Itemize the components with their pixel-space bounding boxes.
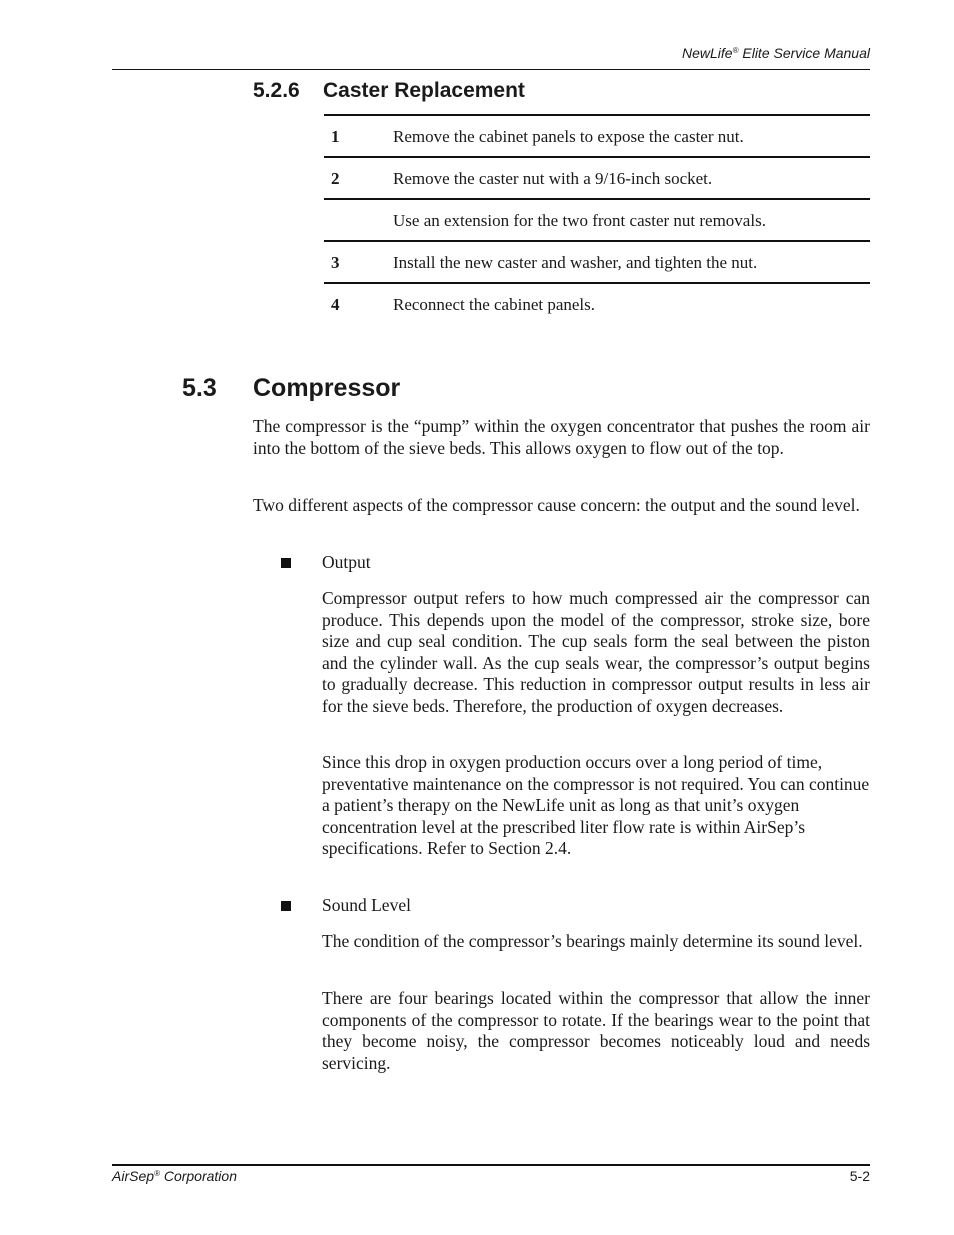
sound-level-paragraph: The condition of the compressor’s bearings mainly determine its sound level. (322, 931, 863, 951)
square-bullet-icon (281, 558, 291, 568)
step-row (324, 240, 870, 282)
sound-level-paragraph: There are four bearings located within the compressor that allow the inner components of the compressor to rotate. If the bearings wear to the point that they become noisy, the compressor becomes noticeably loud and needs servicing. (322, 988, 870, 1073)
square-bullet-icon (281, 901, 291, 911)
footer-company (112, 1168, 237, 1184)
step-text: Reconnect the cabinet panels. (393, 295, 596, 314)
header-registered-mark: ® (732, 46, 739, 55)
page-number: 5-2 (849, 1168, 870, 1184)
step-row (324, 282, 870, 324)
intro-paragraph: The compressor is the “pump” within the oxygen concentrator that pushes the room air into the bottom of the sieve beds. This allows oxygen to flow out of the top. (253, 416, 870, 458)
footer-registered-mark: ® (154, 1169, 160, 1178)
step-text: Remove the caster nut with a 9/16-inch socket. (393, 169, 713, 188)
step-text: Remove the cabinet panels to expose the caster nut. (393, 127, 744, 146)
bullet-label-sound-level: Sound Level (322, 895, 411, 915)
section-title: Compressor (253, 374, 401, 402)
step-row (324, 156, 870, 198)
output-paragraph: Compressor output refers to how much compressed air the compressor can produce. This depends upon the model of the compressor, stroke size, bore size and cup seal condition. The cup seals form the seal between the piston and the cylinder wall. As the cup seals wear, the compressor’s output begins to gradually decrease. This reduction in compressor output results in less air for the sieve beds. Therefore, the production of oxygen decreases. (322, 588, 870, 716)
step-number: 1 (331, 127, 340, 146)
step-row (324, 114, 870, 156)
footer-company-name: AirSep (112, 1168, 155, 1184)
step-text: Install the new caster and washer, and tighten the nut. (393, 253, 758, 272)
step-number: 2 (331, 169, 340, 188)
section-number: 5.3 (182, 374, 217, 402)
header-brand: NewLife (681, 45, 733, 61)
footer-rule (112, 1164, 870, 1166)
section-number: 5.2.6 (253, 79, 300, 102)
bullet-label-output: Output (322, 552, 371, 572)
caster-steps-table (324, 114, 870, 324)
step-text: Use an extension for the two front caster nut removals. (393, 211, 766, 230)
header-title: Elite Service Manual (738, 45, 870, 61)
intro-paragraph: Two different aspects of the compressor cause concern: the output and the sound level. (253, 495, 860, 515)
step-number: 3 (331, 253, 340, 272)
output-paragraph: Since this drop in oxygen production occurs over a long period of time, preventative maintenance on the compressor is not required. You can continue a patient’s therapy on the NewLife unit as long as that unit’s oxygen concentration level at the prescribed liter flow rate is within AirSep’s specifications. Refer to Section 2.4. (322, 752, 870, 859)
step-number: 4 (331, 295, 340, 314)
header-rule (112, 69, 870, 70)
footer-company-suffix: Corporation (159, 1168, 237, 1184)
running-header (682, 45, 870, 61)
step-row (324, 198, 870, 240)
section-title: Caster Replacement (323, 79, 525, 102)
